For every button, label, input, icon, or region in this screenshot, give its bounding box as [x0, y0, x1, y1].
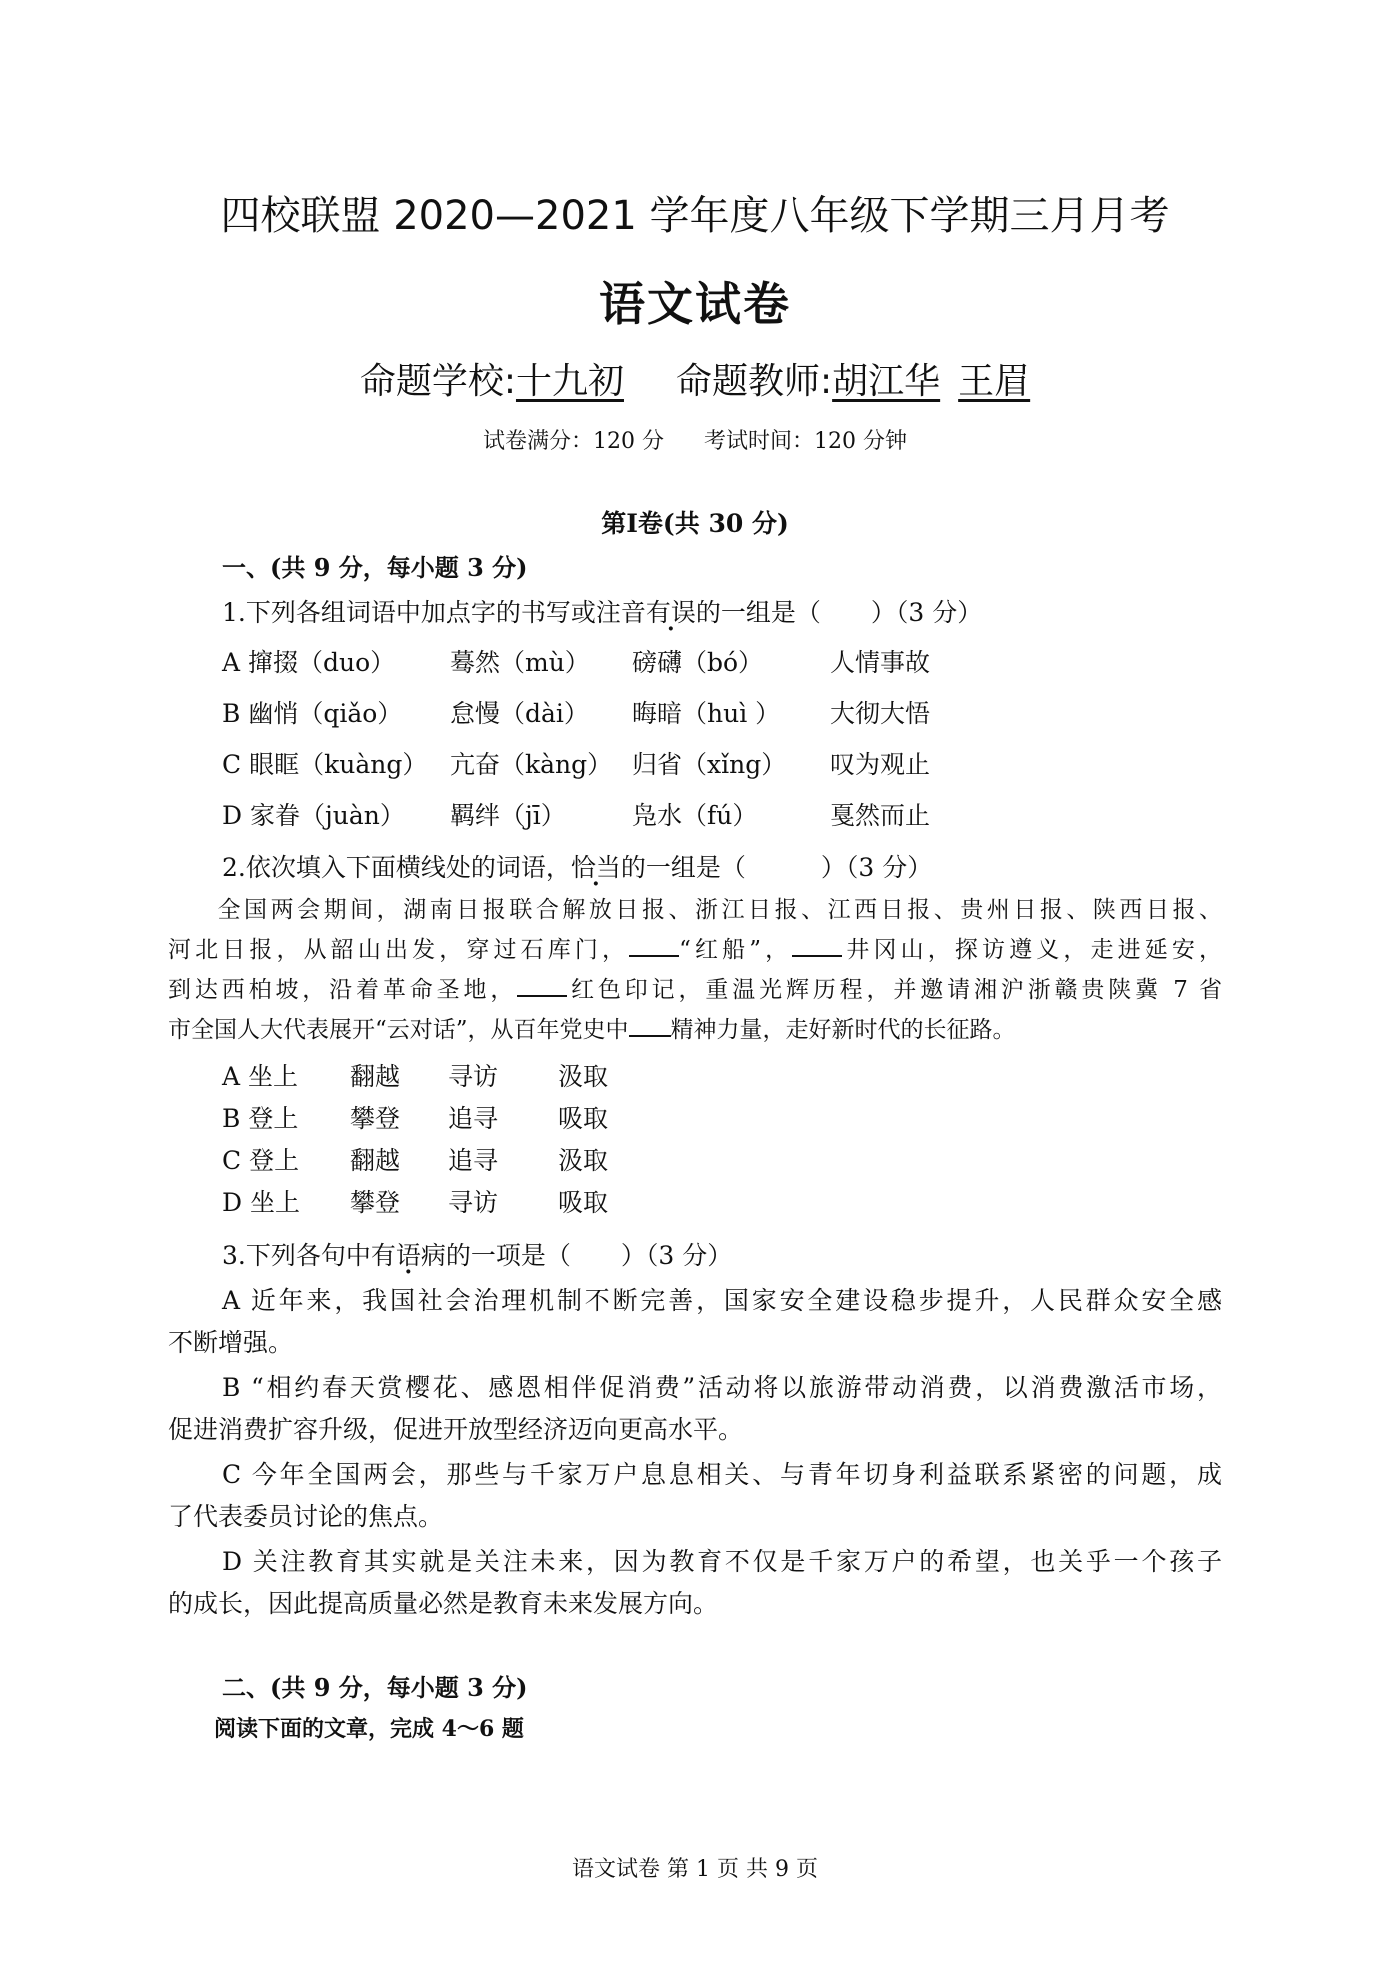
page-footer: 语文试卷 第 1 页 共 9 页: [572, 1857, 818, 1882]
teacher-name-1: 胡江华: [832, 361, 941, 402]
emphasis-dotted: 恰当: [570, 853, 621, 882]
q2-passage: 全国两会期间，湖南日报联合解放日报、浙江日报、江西日报、贵州日报、陕西日报、 河北日报，从韶山出发，穿过石库门， “红船”， 井冈山，探访遵义，走进延安， 到达西柏坡，沿着革命圣地， 红色印记，重温光辉历程，并邀请湘沪浙赣贵陕冀 7 省 市全国人大代表展开“云对话”，从百年党史中 精神力量，走好新时代的长征路。: [168, 897, 1223, 1043]
exam-meta: [0, 424, 1390, 455]
q1-option-d: D 家眷（juàn） 羁绊（jī） 凫水（fú） 戛然而止: [222, 801, 931, 830]
q2-option-c: C 登上 翻越 追寻 汲取: [222, 1146, 609, 1175]
exam-title: 四校联盟 2020—2021 学年度八年级下学期三月月考: [220, 193, 1170, 239]
fill-blank: [629, 937, 679, 957]
school-name: 十九初: [515, 361, 624, 402]
fill-blank: [629, 1017, 671, 1037]
emphasis-dotted: 有误: [645, 598, 696, 627]
teacher-label: 命题教师:: [675, 361, 833, 402]
q3-option-d: D 关注教育其实就是关注未来，因为教育不仅是千家万户的希望，也关乎一个孩子 的成长，因此提高质量必然是教育未来发展方向。: [168, 1547, 1222, 1618]
question-2: 2.依次填入下面横线处的词语，恰当的一组是（ ）（3 分）: [222, 853, 933, 882]
q3-option-a: A 近年来，我国社会治理机制不断完善，国家安全建设稳步提升，人民群众安全感 不断增强。: [168, 1286, 1222, 1357]
question-1: 1.下列各组词语中加点字的书写或注音有误的一组是（ ）（3 分）: [222, 598, 983, 627]
emphasis-dotted: 有语病: [370, 1241, 446, 1270]
section1-heading: 一、(共 9 分，每小题 3 分): [222, 553, 528, 582]
q3-option-c: C 今年全国两会，那些与千家万户息息相关、与青年切身利益联系紧密的问题，成 了代表委员讨论的焦点。: [168, 1460, 1222, 1531]
teacher-name-2: 王眉: [958, 361, 1031, 402]
full-score: 试卷满分：120 分: [483, 429, 664, 454]
school-label: 命题学校:: [359, 361, 516, 402]
fill-blank: [517, 977, 567, 997]
q1-option-a: A 撺掇（duo） 蓦然（mù） 磅礴（bó） 人情事故: [222, 648, 931, 677]
q2-option-d: D 坐上 攀登 寻访 吸取: [222, 1188, 609, 1217]
volume-title: 第Ⅰ卷(共 30 分): [601, 509, 789, 538]
section2-instruction: 阅读下面的文章，完成 4～6 题: [214, 1716, 524, 1742]
subject-title: 语文试卷: [599, 277, 791, 331]
q3-option-b: B “相约春天赏樱花、感恩相伴促消费”活动将以旅游带动消费，以消费激活市场， 促进消费扩容升级，促进开放型经济迈向更高水平。: [168, 1373, 1222, 1444]
author-line: [0, 353, 1390, 404]
exam-time: 考试时间：120 分钟: [704, 429, 907, 454]
question-3: 3.下列各句中有语病的一项是（ ）（3 分）: [222, 1241, 733, 1270]
fill-blank: [792, 937, 842, 957]
section2-heading: 二、(共 9 分，每小题 3 分): [222, 1673, 528, 1702]
q1-option-c: C 眼眶（kuàng） 亢奋（kàng） 归省（xǐng） 叹为观止: [222, 750, 931, 779]
q2-option-b: B 登上 攀登 追寻 吸取: [222, 1104, 609, 1133]
q1-option-b: B 幽悄（qiǎo） 怠慢（dài） 晦暗（huì ） 大彻大悟: [222, 699, 931, 728]
q2-option-a: A 坐上 翻越 寻访 汲取: [222, 1062, 609, 1091]
